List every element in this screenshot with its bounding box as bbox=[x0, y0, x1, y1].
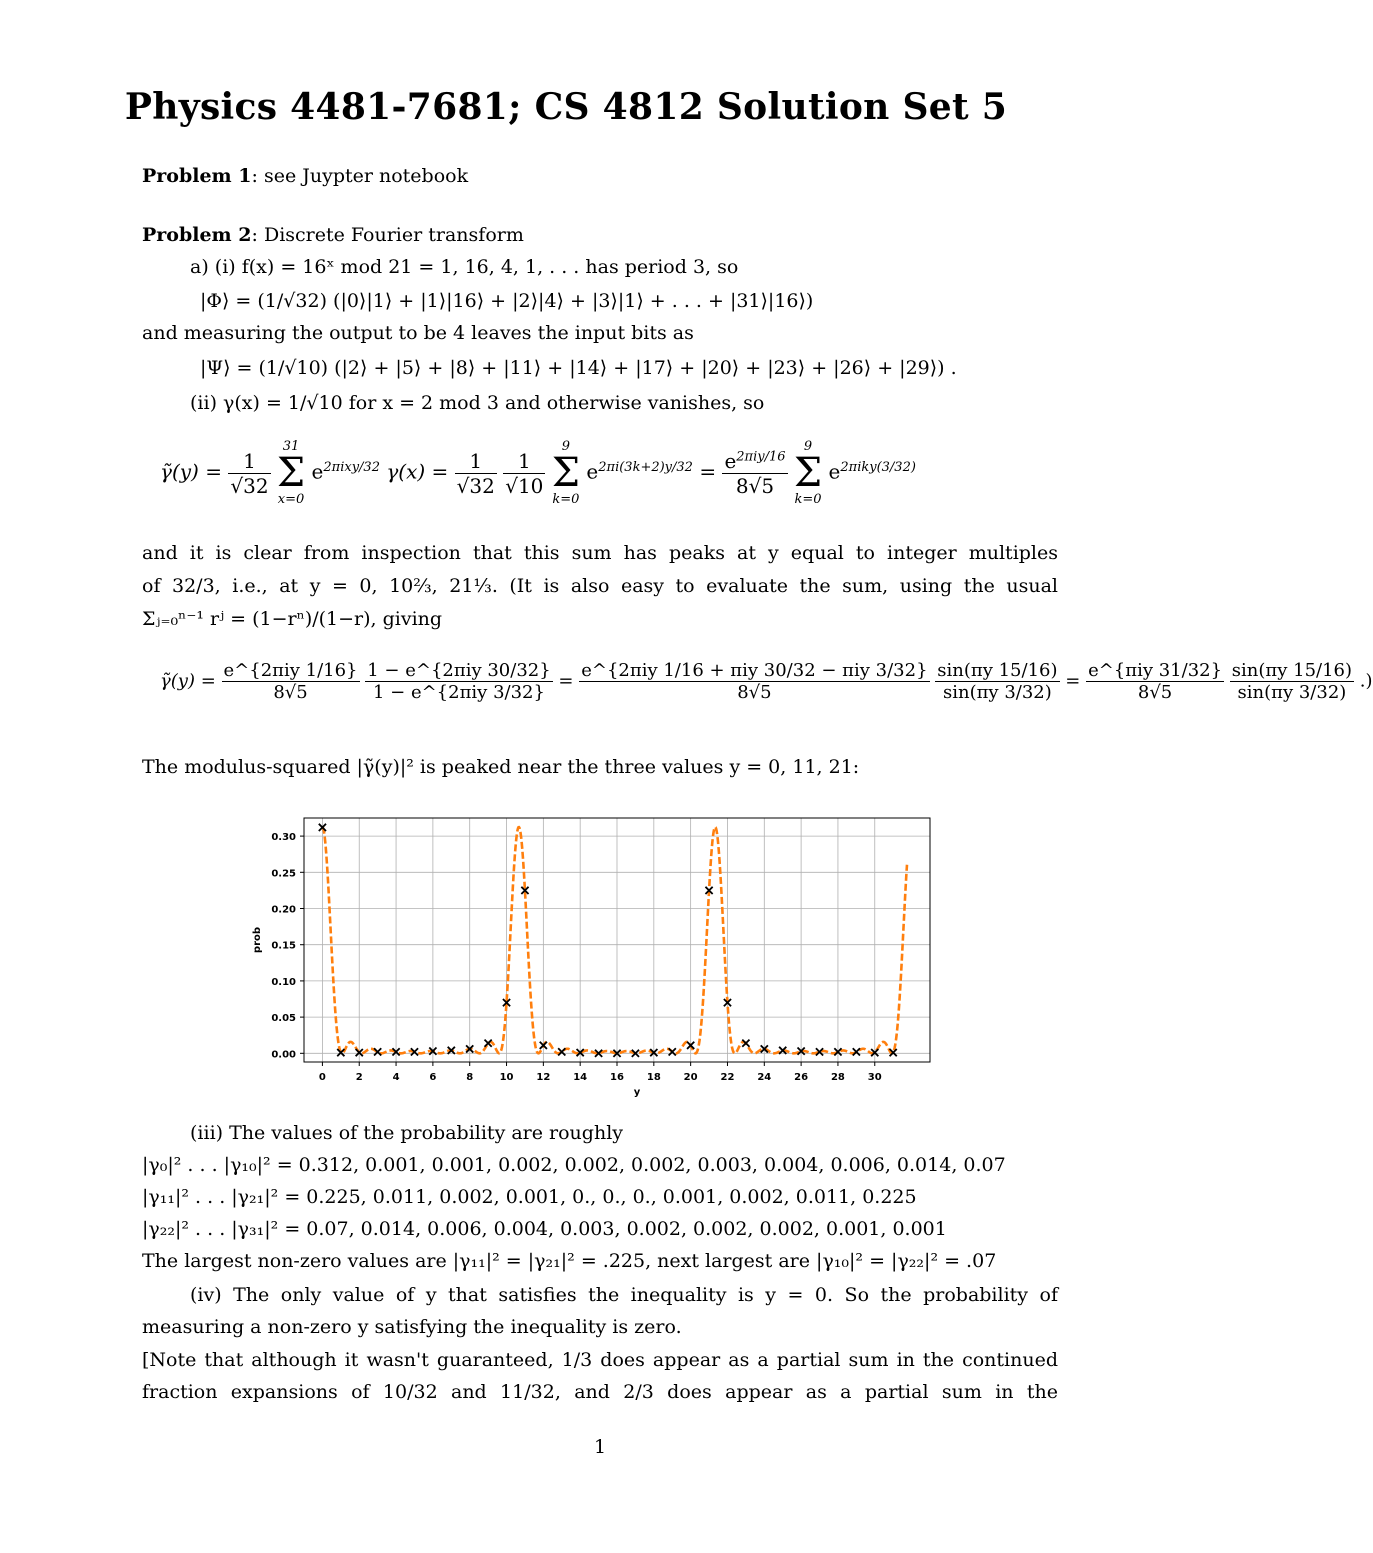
y-tick-label: 0.05 bbox=[271, 1013, 296, 1025]
part-a-iii: (iii) The values of the probability are roughly bbox=[190, 1122, 624, 1144]
x-tick-label: 10 bbox=[499, 1072, 514, 1083]
x-tick-label: 2 bbox=[355, 1072, 363, 1083]
x-tick-label: 22 bbox=[720, 1072, 735, 1083]
y-tick-label: 0.30 bbox=[271, 832, 296, 844]
problem-1-text: : see Juypter notebook bbox=[251, 165, 469, 187]
page-number: 1 bbox=[593, 1436, 607, 1458]
x-tick-label: 4 bbox=[392, 1072, 400, 1083]
eq1-sum-c: 9 Σ k=0 bbox=[793, 439, 823, 507]
y-tick-label: 0.15 bbox=[271, 940, 296, 952]
psi-state: |Ψ⟩ = (1/√10) (|2⟩ + |5⟩ + |8⟩ + |11⟩ + |14⟩ + |17⟩ + |20⟩ + |23⟩ + |26⟩ + |29⟩) . bbox=[200, 357, 957, 379]
paragraph-peaks-3: Σⱼ₌₀ⁿ⁻¹ rʲ = (1−rⁿ)/(1−r), giving bbox=[142, 608, 443, 630]
y-tick-label: 0.25 bbox=[271, 868, 296, 880]
x-axis-label: y bbox=[633, 1087, 641, 1098]
part-a-ii: (ii) γ(x) = 1/√10 for x = 2 mod 3 and otherwise vanishes, so bbox=[190, 392, 765, 414]
x-tick-label: 28 bbox=[830, 1072, 845, 1083]
eq1-frac-d: $\frac{e^{2\pi iy/16}}{8√5}$ bbox=[724, 448, 786, 498]
problem-2-text: : Discrete Fourier transform bbox=[251, 224, 524, 246]
x-tick-label: 12 bbox=[536, 1072, 551, 1083]
eq1-sum-a: 31 Σ x=0 bbox=[276, 439, 306, 507]
y-axis-label: prob bbox=[252, 926, 263, 954]
values-row-1: |γ₀|² . . . |γ₁₀|² = 0.312, 0.001, 0.001, 0.002, 0.002, 0.002, 0.003, 0.004, 0.006, 0.014, 0.07 bbox=[142, 1154, 1006, 1176]
note-1: [Note that although it wasn't guaranteed, 1/3 does appear as a partial sum in the continued bbox=[142, 1349, 1058, 1371]
y-tick-label: 0.00 bbox=[271, 1049, 296, 1061]
values-row-3: |γ₂₂|² . . . |γ₃₁|² = 0.07, 0.014, 0.006, 0.004, 0.003, 0.002, 0.002, 0.002, 0.001, 0.001 bbox=[142, 1218, 947, 1240]
problem-1 bbox=[142, 163, 468, 189]
values-row-2: |γ₁₁|² . . . |γ₂₁|² = 0.225, 0.011, 0.002, 0.001, 0., 0., 0., 0.001, 0.002, 0.011, 0.225 bbox=[142, 1186, 917, 1208]
eq2-frac-2: $\frac{\text{1 − e\textasciicircum{}\{2πiy 30/32\}}}{\text{1 − e\textasciicircum{}\{2πiy 3/32\}}}$ bbox=[367, 660, 551, 703]
x-tick-label: 26 bbox=[794, 1072, 809, 1083]
probability-chart bbox=[250, 812, 940, 1102]
x-tick-label: 6 bbox=[429, 1072, 437, 1083]
problem-2-label: Problem 2 bbox=[142, 224, 252, 246]
paragraph-peaks-1: and it is clear from inspection that this sum has peaks at y equal to integer multiples bbox=[142, 542, 1058, 564]
x-tick-label: 30 bbox=[867, 1072, 882, 1083]
x-tick-label: 8 bbox=[466, 1072, 474, 1083]
largest-values: The largest non-zero values are |γ₁₁|² = |γ₂₁|² = .225, next largest are |γ₁₀|² = |γ₂₂|² = .07 bbox=[142, 1250, 997, 1272]
x-tick-label: 16 bbox=[610, 1072, 624, 1083]
part-a-iv-1: (iv) The only value of y that satisfies the inequality is y = 0. So the probability of bbox=[190, 1284, 1058, 1306]
eq2-frac-3: $\frac{\text{e\textasciicircum{}\{2πiy 1/16 + πiy 30/32 − πiy 3/32\}}}{8√5}$ bbox=[581, 660, 928, 703]
eq2-frac-5: $\frac{\text{e\textasciicircum{}\{πiy 31/32\}}}{8√5}$ bbox=[1088, 660, 1223, 703]
eq1-frac-c: $\frac{1}{√10}$ bbox=[505, 448, 544, 498]
problem-2 bbox=[142, 222, 524, 248]
x-tick-label: 24 bbox=[757, 1072, 772, 1083]
y-tick-label: 0.20 bbox=[271, 904, 296, 916]
x-tick-label: 0 bbox=[318, 1072, 326, 1083]
measure-line: and measuring the output to be 4 leaves the input bits as bbox=[142, 322, 694, 344]
phi-state: |Φ⟩ = (1/√32) (|0⟩|1⟩ + |1⟩|16⟩ + |2⟩|4⟩ + |3⟩|1⟩ + . . . + |31⟩|16⟩) bbox=[200, 290, 814, 312]
equation-closed-form: γ̃(y) = $\frac{\text{e\textasciicircum{}\{2πiy 1/16\}}}{8√5}$ $\frac{\text{1 − e\textasciicircum{}\{2πiy 30/32\}}}{\text{1 − e\textasciicircum{}\{2πiy 3/32\}}}$ = $\frac{\text{e\textasciicircum{}\{2πiy 1/16 + πiy 30/32 − πiy 3/32\}}}{8√5}$ $\frac{\sin(\pi y 15/16)}{\sin(\pi y 3/32)}$ = $\frac{\text{e\textasciicircum{}\{πiy 31/32\}}}{8√5}$ $\frac{\sin(\pi y 15/16)}{\sin(\pi y 3/32)}$ .) bbox=[160, 660, 1373, 703]
eq2-frac-4: $\frac{\sin(\pi y 15/16)}{\sin(\pi y 3/32)}$ bbox=[937, 660, 1058, 703]
eq1-frac-b: $\frac{1}{√32}$ bbox=[456, 448, 495, 498]
page-title: Physics 4481-7681; CS 4812 Solution Set 5 bbox=[124, 86, 1008, 128]
eq2-frac-6: $\frac{\sin(\pi y 15/16)}{\sin(\pi y 3/32)}$ bbox=[1231, 660, 1353, 703]
paragraph-peaks-2: of 32/3, i.e., at y = 0, 10⅔, 21⅓. (It is also easy to evaluate the sum, using the usual bbox=[142, 575, 1058, 597]
modulus-line: The modulus-squared |γ̃(y)|² is peaked near the three values y = 0, 11, 21: bbox=[142, 756, 860, 778]
problem-1-label: Problem 1 bbox=[142, 165, 252, 187]
eq1-frac-a: $\frac{1}{√32}$ bbox=[230, 448, 269, 498]
note-2: fraction expansions of 10/32 and 11/32, and 2/3 does appear as a partial sum in the bbox=[142, 1381, 1058, 1403]
x-tick-label: 18 bbox=[646, 1072, 661, 1083]
equation-fourier-sum: γ̃(y) = $\frac{1}{√32}$ 31 Σ x=0 $e^{2\pi ixy/32}$ γ(x) = $\frac{1}{√32}$ $\frac{1}{√10}$ 9 Σ k=0 $e^{2\pi i(3k+2)y/32}$ = $\frac{e^{2\pi iy/16}}{8√5}$ 9 Σ k=0 $e^{2\pi iky(3/32)}$ bbox=[160, 439, 916, 507]
part-a-iv-2: measuring a non-zero y satisfying the inequality is zero. bbox=[142, 1316, 682, 1338]
eq1-lhs: γ̃(y) = bbox=[160, 459, 222, 484]
y-tick-label: 0.10 bbox=[271, 976, 296, 988]
eq2-frac-1: $\frac{\text{e\textasciicircum{}\{2πiy 1/16\}}}{8√5}$ bbox=[223, 660, 358, 703]
x-tick-label: 14 bbox=[573, 1072, 588, 1083]
eq1-sum-b: 9 Σ k=0 bbox=[551, 439, 581, 507]
part-a-i: a) (i) f(x) = 16ˣ mod 21 = 1, 16, 4, 1, . . . has period 3, so bbox=[190, 256, 739, 278]
probability-chart-svg bbox=[250, 812, 940, 1102]
x-tick-label: 20 bbox=[683, 1072, 698, 1083]
